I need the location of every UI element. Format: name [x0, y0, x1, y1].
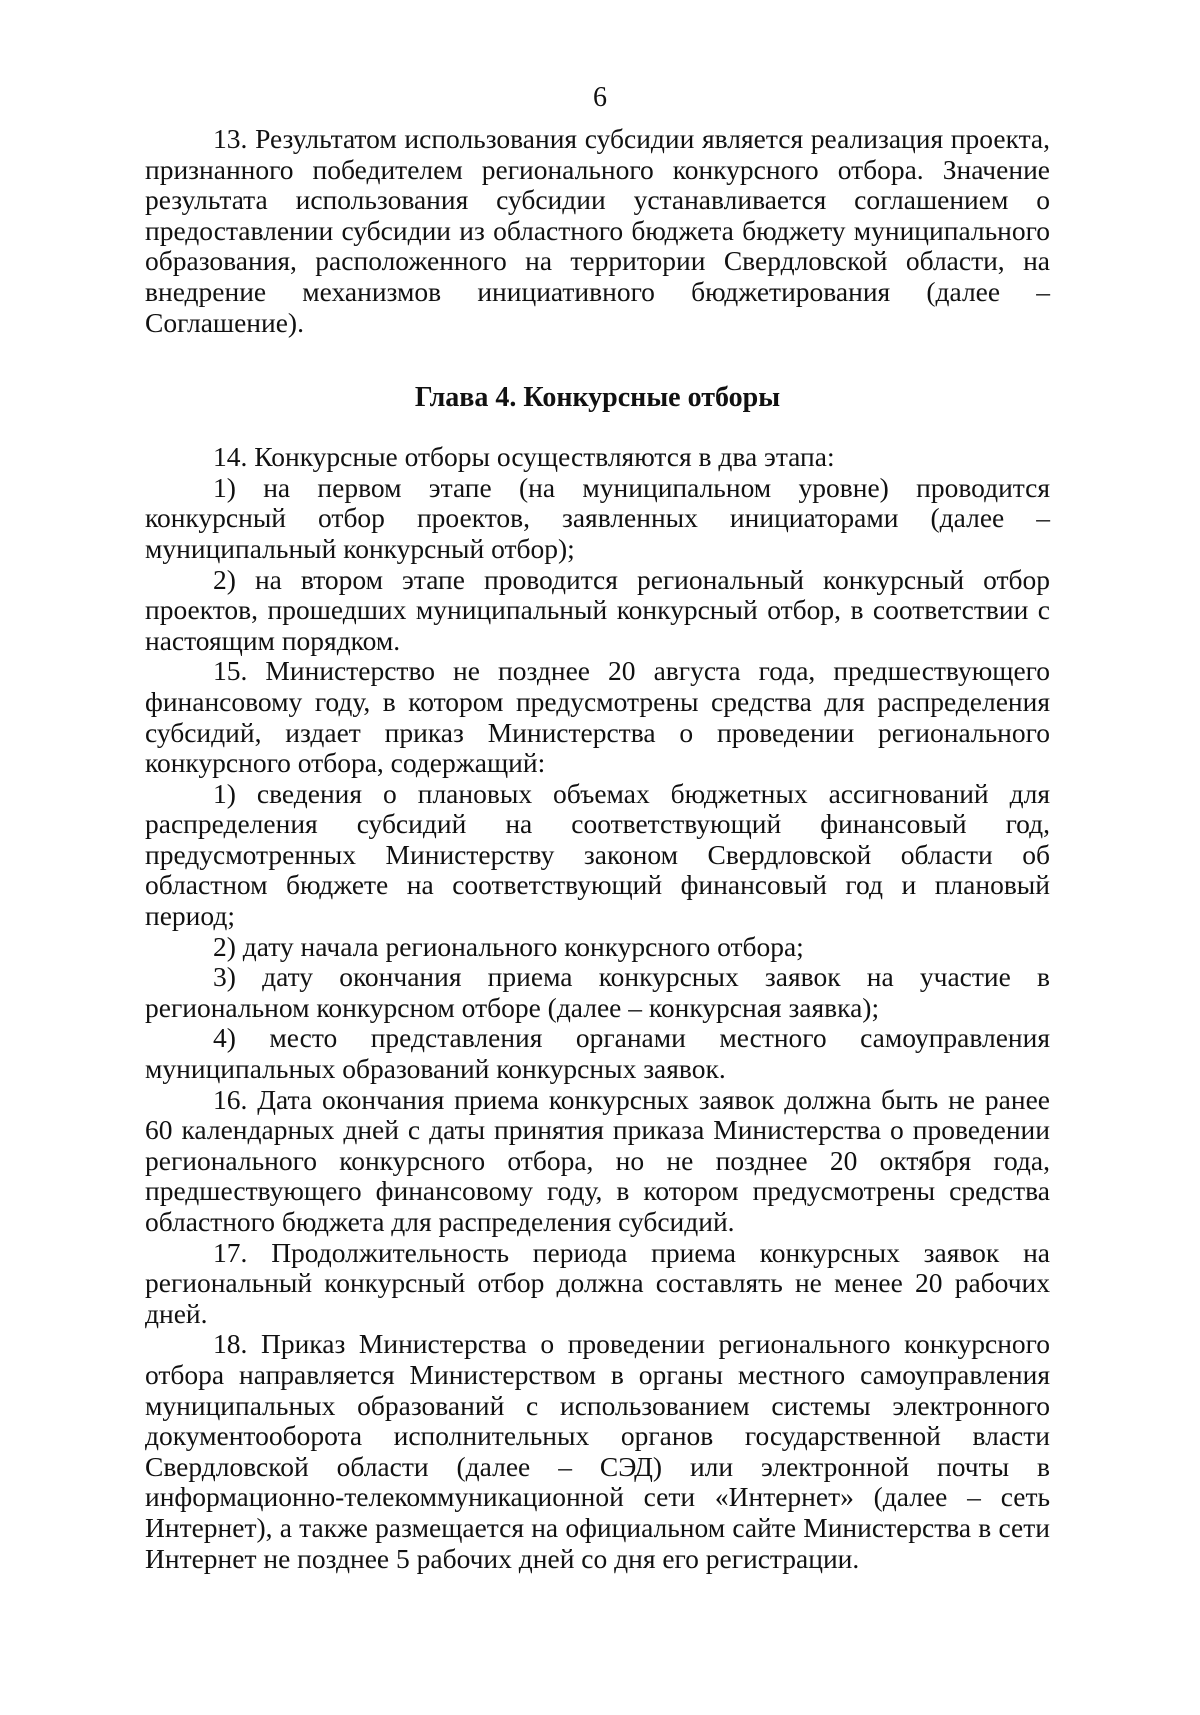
- document-body: [145, 124, 1050, 1574]
- paragraph-15-item-4: 4) место представления органами местного самоуправления муниципальных образований конкурсных заявок.: [145, 1022, 1050, 1085]
- paragraph-14-item-1: 1) на первом этапе (на муниципальном уровне) проводится конкурсный отбор проектов, заявленных инициаторами (далее – муниципальный конкурсный отбор);: [145, 471, 1050, 564]
- paragraph-13: 13. Результатом использования субсидии является реализация проекта, признанного победителем регионального конкурсного отбора. Значение результата использования субсидии устанавливается соглашением о предоставлении субсидии из областного бюджета бюджету муниципального образования, расположенного на территории Свердловской области, на внедрение механизмов инициативного бюджетирования (далее – Соглашение).: [145, 123, 1050, 338]
- paragraph-15-item-3: 3) дату окончания приема конкурсных заявок на участие в региональном конкурсном отборе (далее – конкурсная заявка);: [145, 961, 1050, 1023]
- paragraph-15-item-2: 2) дату начала регионального конкурсного отбора;: [213, 930, 804, 962]
- chapter-title: Глава 4. Конкурсные отборы: [414, 382, 781, 414]
- paragraph-15-item-1: 1) сведения о плановых объемах бюджетных ассигнований для распределения субсидий на соответствующий финансовый год, предусмотренных Министерству законом Свердловской области об областном бюджете на соответствующий финансовый год и плановый период;: [145, 777, 1050, 932]
- page-number: 6: [593, 82, 607, 113]
- paragraph-15: 15. Министерство не позднее 20 августа года, предшествующего финансовому году, в котором предусмотрены средства для распределения субсидий, издает приказ Министерства о проведении регионального конкурсного отбора, содержащий:: [145, 655, 1050, 779]
- paragraph-18: 18. Приказ Министерства о проведении регионального конкурсного отбора направляется Министерством в органы местного самоуправления муниципальных образований с использованием системы электронного документооборота исполнительных органов государственной власти Свердловской области (далее – СЭД) или электронной почты в информационно-телекоммуникационной сети «Интернет» (далее – сеть Интернет), а также размещается на официальном сайте Министерства в сети Интернет не позднее 5 рабочих дней со дня его регистрации.: [145, 1328, 1050, 1574]
- paragraph-16: 16. Дата окончания приема конкурсных заявок должна быть не ранее 60 календарных дней с даты принятия приказа Министерства о проведении регионального конкурсного отбора, но не позднее 20 октября года, предшествующего финансовому году, в котором предусмотрены средства областного бюджета для распределения субсидий.: [145, 1083, 1050, 1237]
- paragraph-14: 14. Конкурсные отборы осуществляются в два этапа:: [213, 441, 835, 473]
- paragraph-17: 17. Продолжительность периода приема конкурсных заявок на региональный конкурсный отбор должна составлять не менее 20 рабочих дней.: [145, 1236, 1050, 1329]
- paragraph-14-item-2: 2) на втором этапе проводится региональный конкурсный отбор проектов, прошедших муниципальный конкурсный отбор, в соответствии с настоящим порядком.: [145, 563, 1050, 656]
